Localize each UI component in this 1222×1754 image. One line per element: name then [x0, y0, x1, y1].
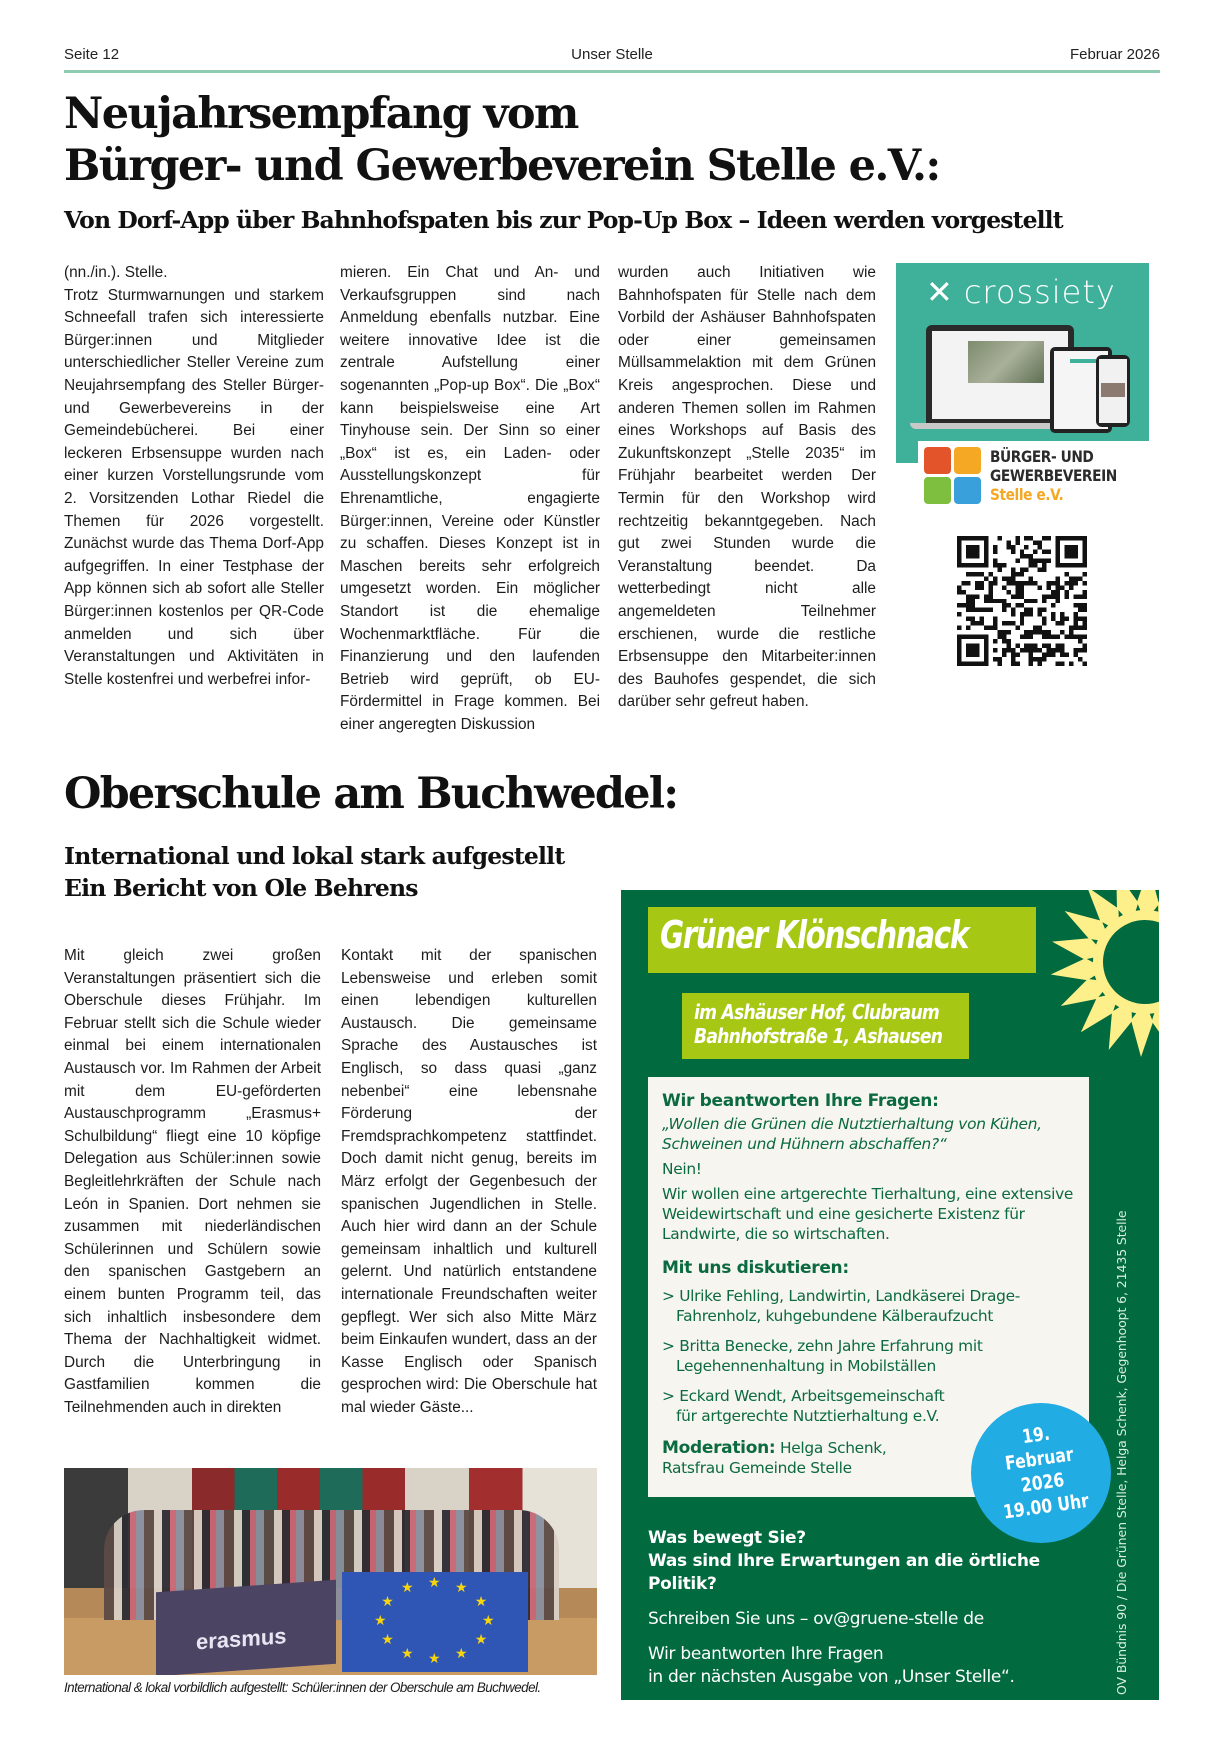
- ad-venue: [694, 1000, 942, 1048]
- erasmus-banner: [156, 1580, 336, 1675]
- panelist-list: [662, 1286, 1082, 1426]
- panelist-item: > Eckard Wendt, Arbeitsgemeinschaft für artgerechte Nutztierhaltung e.V.: [662, 1387, 945, 1425]
- eu-star-icon: ★: [401, 1579, 414, 1596]
- crossiety-name: crossiety: [963, 273, 1116, 311]
- eu-star-icon: ★: [381, 1631, 394, 1647]
- eu-star-icon: ★: [374, 1612, 387, 1628]
- answer-text: Wir wollen eine artgerechte Tierhaltung, eine extensive Weidewirtschaft und eine gesicherte Existenz für Landwirte, die so wirtschaften.: [662, 1185, 1074, 1243]
- ad-call-to-action: [648, 1527, 1088, 1689]
- eu-star-icon: ★: [482, 1612, 495, 1628]
- qr-code-icon[interactable]: [957, 533, 1087, 669]
- article2-col1-text: Mit gleich zwei großen Veranstaltungen präsentiert sich die Oberschule dieses Frühjahr. Im Februar stellt sich die Schule wieder einmal bei einem internationalen Austausch vor. Im Rahmen der Arbeit mit dem EU-geförderten Austauschprogramm „Erasmus+ Schulbildung“ fliegt eine 10 köpfige Delegation aus Schüler:innen sowie Begleitlehrkräften der Schule nach León in Spanien. Dort nehmen sie zusammen mit niederländischen Schülerinnen und Schülern sowie den spanischen Gastgebern an einem bunten Programm teil, das sich inhaltlich insbesondere dem Thema der Nachhaltigkeit widmet. Durch die Unterbringung in Gastfamilien kommen die Teilnehmenden auch in direkten: [64, 947, 321, 1416]
- eu-star-icon: ★: [381, 1593, 394, 1609]
- prompt-line2: Was sind Ihre Erwartungen an die örtliche Politik?: [648, 1551, 1040, 1594]
- article1-subtitle: Von Dorf-App über Bahnhofspaten bis zur Pop-Up Box – Ideen werden vorgestellt: [64, 206, 1063, 234]
- article2-byline: Ein Bericht von Ole Behrens: [64, 874, 418, 902]
- ad-imprint: OV Bündnis 90 / Die Grünen Stelle, Helga Schenk, Gegenhoopt 6, 21435 Stelle: [1114, 1210, 1129, 1695]
- eu-flag-icon: [342, 1572, 528, 1672]
- publication-name: Unser Stelle: [571, 46, 653, 63]
- eu-star-icon: ★: [455, 1579, 468, 1596]
- prompt-line1: Was bewegt Sie?: [648, 1528, 806, 1548]
- article2-column-1: [64, 945, 321, 1419]
- crossiety-banner: [896, 263, 1149, 463]
- gruene-klonschnack-ad: [621, 890, 1159, 1700]
- article1-title: [64, 88, 1064, 192]
- article1-title-line2: Bürger- und Gewerbeverein Stelle e.V.:: [64, 141, 940, 191]
- article2-title: Oberschule am Buchwedel:: [64, 769, 678, 819]
- photo-caption: International & lokal vorbildlich aufgestellt: Schüler:innen der Oberschule am Buchwedel.: [64, 1680, 541, 1695]
- eu-star-icon: ★: [474, 1593, 488, 1609]
- article1-column-1: [64, 262, 324, 691]
- bgv-line3: Stelle e.V.: [990, 485, 1064, 504]
- article1-byline: (nn./in.). Stelle.: [64, 264, 168, 281]
- moderation-label: Moderation:: [662, 1438, 776, 1458]
- eu-star-icon: ★: [455, 1644, 468, 1661]
- contact-email[interactable]: Schreiben Sie uns – ov@gruene-stelle de: [648, 1609, 984, 1629]
- bgv-logo: [918, 441, 1154, 511]
- phone-mockup-icon: [1096, 355, 1130, 427]
- short-answer: Nein!: [662, 1160, 702, 1178]
- article1-col3-text: wurden auch Initiativen wie Bahnhofspaten für Stelle nach dem Vorbild der Ashäuser Bahnhofspaten oder einer gemeinsamen Müllsammelaktion mit dem Grünen Kreis angesprochen. Diese und anderen Themen sollen im Rahmen eines Workshops auf Basis des Zukunftskonzept „Stelle 2035“ im Frühjahr bearbeitet werden Der Termin für den Workshop wird rechtzeitig bekanntgegeben. Nach gut zwei Stunden wurde die Veranstaltung beendet. Da wetterbedingt nicht alle angemeldeten Teilnehmer erschienen, wurde die restliche Erbsensuppe den Mitarbeiter:innen des Bauhofes gespendet, die sich darüber sehr gefreut haben.: [618, 264, 876, 711]
- date-badge: [971, 1403, 1111, 1543]
- crossiety-logo: [926, 273, 1116, 311]
- article2-column-2: [341, 945, 597, 1419]
- crossiety-logo-icon: ✕: [926, 273, 954, 311]
- ad-venue-box: [682, 993, 969, 1059]
- panel-heading: Mit uns diskutieren:: [662, 1258, 849, 1278]
- article2-subtitle-line1: International und lokal stark aufgestellt: [64, 842, 565, 870]
- header-divider: [64, 70, 1160, 73]
- eu-star-icon: ★: [428, 1650, 441, 1666]
- group-photo: [64, 1468, 597, 1675]
- article1-column-3: [618, 262, 876, 714]
- page-number: Seite 12: [64, 46, 120, 63]
- article1-col2-text: mieren. Ein Chat und An- und Verkaufsgruppen sind nach Anmeldung ebenfalls nutzbar. Eine weitere innovative Idee ist die zentrale Aufstellung einer sogenannten „Pop-up Box“. Die „Box“ kann beispielsweise eine Art Tinyhouse sein. Der Sinn so einer „Box“ ist es, ein Laden- oder Ausstellungskonzept für Ehrenamtliche, engagierte Bürger:innen, Vereine oder Künstler zu schaffen. Dieses Konzept ist in Maschen bereits sehr erfolgreich umgesetzt worden. Ein möglicher Standort ist die ehemalige Wochenmarktfläche. Für die Finanzierung und den laufenden Betrieb wird geprüft, ob EU-Fördermittel in Frage kommen. Bei einer angeregten Diskussion: [340, 264, 600, 733]
- bgv-line2: GEWERBEVEREIN: [990, 466, 1117, 485]
- date-month: Februar: [1003, 1443, 1075, 1475]
- moderation: [662, 1438, 892, 1478]
- erasmus-banner-label: erasmus: [196, 1623, 287, 1655]
- bgv-logo-text: [990, 447, 1117, 504]
- bgv-logo-icon: [924, 447, 982, 505]
- panelist-item: > Britta Benecke, zehn Jahre Erfahrung mit Legehennenhaltung in Mobilställen: [662, 1337, 983, 1375]
- article2-subtitle: [64, 840, 564, 904]
- ad-title-box: [648, 907, 1036, 973]
- date-day: 19.: [1020, 1422, 1052, 1449]
- reply-line2: in der nächsten Ausgabe von „Unser Stelle“.: [648, 1667, 1015, 1687]
- panelist-item: > Ulrike Fehling, Landwirtin, Landkäserei Drage-Fahrenholz, kuhgebundene Kälberaufzucht: [662, 1287, 1021, 1325]
- eu-star-icon: ★: [401, 1644, 414, 1661]
- ad-title: Grüner Klönschnack: [660, 913, 969, 957]
- questions-heading: Wir beantworten Ihre Fragen:: [662, 1091, 939, 1111]
- article1-title-line1: Neujahrsempfang vom: [64, 89, 578, 139]
- page-header: [64, 46, 1160, 70]
- venue-line1: im Ashäuser Hof, Clubraum: [694, 1000, 940, 1024]
- date-year: 2026: [1019, 1468, 1066, 1497]
- eu-star-icon: ★: [428, 1574, 441, 1590]
- sunflower-icon: [1045, 890, 1159, 1062]
- article1-col1-text: Trotz Sturmwarnungen und starkem Schneefall trafen sich interessierte Bürger:innen und Mitglieder unterschiedlicher Steller Vereine zum Neujahrsempfang des Steller Bürger- und Gewerbevereins in der Gemeindebücherei. Bei einer leckeren Erbsensuppe wurden nach einer kurzen Vorstellungsrunde vom 2. Vorsitzenden Lothar Riedel die Themen für 2026 vorgestellt. Zunächst wurde das Thema Dorf-App aufgegriffen. In einer Testphase der App können sich ab sofort alle Steller Bürger:innen kostenlos per QR-Code anmelden und sich über Veranstaltungen und Aktivitäten in Stelle kostenfrei und werbefrei infor-: [64, 286, 324, 688]
- reply-line1: Wir beantworten Ihre Fragen: [648, 1644, 884, 1664]
- moderation-value: Helga Schenk, Ratsfrau Gemeinde Stelle: [662, 1439, 887, 1477]
- article2-col2-text: Kontakt mit der spanischen Lebensweise und erleben somit einen lebendigen kulturellen Austausch. Die gemeinsame Sprache des Austausches ist Englisch, so dass quasi „ganz nebenbei“ eine lebensnahe Förderung der Fremdsprachkompetenz stattfindet. Doch damit nicht genug, bereits im März erfolgt der Gegenbesuch der spanischen Jugendlichen in Stelle. Auch hier wird dann an der Schule gemeinsam inhaltlich und kulturell gelernt. Und natürlich entstandene internationale Freundschaften weiter gepflegt. Wer sich also Mitte März beim Einkaufen wundert, dass an der Kasse Englisch oder Spanisch gesprochen wird: Die Oberschule hat mal wieder Gäste...: [341, 947, 597, 1416]
- date-time: 19.00 Uhr: [1001, 1489, 1091, 1524]
- bgv-line1: BÜRGER- UND: [990, 447, 1094, 466]
- article1-column-2: [340, 262, 600, 736]
- dorf-app-promo: [896, 263, 1149, 673]
- venue-line2: Bahnhofstraße 1, Ashausen: [694, 1024, 943, 1048]
- eu-star-icon: ★: [474, 1631, 488, 1647]
- question-quote: „Wollen die Grünen die Nutztierhaltung von Kühen, Schweinen und Hühnern abschaffen?“: [662, 1115, 1042, 1153]
- issue-date: Februar 2026: [1069, 46, 1160, 63]
